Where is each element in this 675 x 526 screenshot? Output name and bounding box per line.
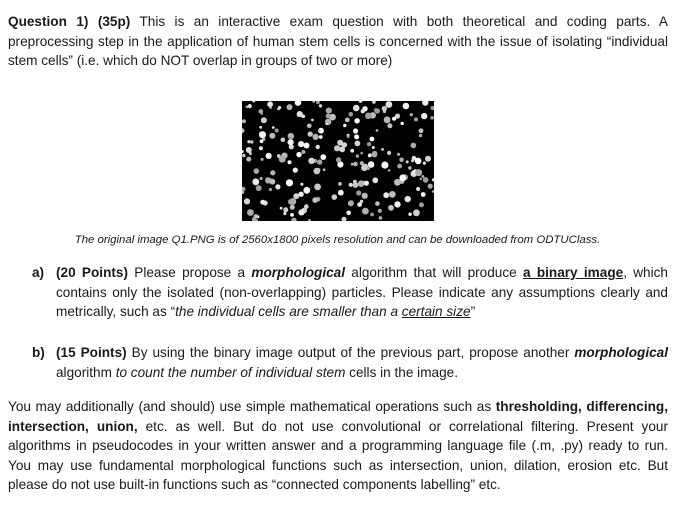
cell-blob xyxy=(278,106,281,109)
cell-blob xyxy=(304,204,309,209)
cell-blob xyxy=(260,177,263,180)
cell-blob xyxy=(430,116,434,120)
cell-blob xyxy=(259,126,262,129)
part-b-label: b) xyxy=(32,345,45,360)
part-a-text xyxy=(56,263,668,322)
cell-blob xyxy=(326,108,332,114)
cell-blob xyxy=(356,190,361,195)
stem-cells-figure xyxy=(242,101,434,221)
cell-blob xyxy=(419,128,424,133)
cell-blob xyxy=(374,108,378,112)
cell-blob xyxy=(290,205,295,210)
cell-blob xyxy=(432,178,434,181)
part-a-text-2: algorithm that will produce xyxy=(345,265,523,280)
cell-blob xyxy=(419,134,422,137)
cell-blob xyxy=(399,158,404,163)
cell-blob xyxy=(283,207,288,212)
stem-cells-image xyxy=(242,101,434,221)
closing-text-2: etc. as well. But do not use convolutional or correlational filtering. Present your algorithms in pseudocodes in your written answer and a programming language file (.m, .py) ready to run. You may use fundamental morphological functions such as intersection, union, dilation, erosion etc. But please do not use built-in functions such as “connected components labelling” etc. xyxy=(8,418,668,493)
cell-blob xyxy=(296,152,301,157)
cell-blob xyxy=(350,149,354,153)
cell-blob xyxy=(319,135,323,139)
cell-blob xyxy=(421,113,427,119)
cell-blob xyxy=(261,117,267,123)
cell-blob xyxy=(359,101,363,103)
cell-blob xyxy=(283,212,286,215)
cell-blob xyxy=(301,150,305,154)
cell-blob xyxy=(372,146,375,149)
cell-blob xyxy=(316,101,320,104)
cell-blob xyxy=(428,184,433,189)
cell-blob xyxy=(288,139,294,145)
cell-blob xyxy=(372,152,377,157)
cell-blob xyxy=(289,136,292,139)
part-a-text-3: , which contains only the isolated (non-overlapping) particles. Please indicate any assumptions clearly and metrically, such as “ xyxy=(56,265,668,320)
cell-blob xyxy=(368,161,375,168)
cell-blob xyxy=(320,154,326,160)
cell-blob xyxy=(351,163,354,166)
cell-blob xyxy=(298,141,304,147)
cell-blob xyxy=(279,156,286,163)
cell-blob xyxy=(416,187,420,191)
part-a xyxy=(32,263,668,322)
cell-blob xyxy=(365,113,372,120)
cell-blob xyxy=(388,205,394,211)
cell-blob xyxy=(311,119,314,122)
part-b-text-3: cells in the image. xyxy=(345,364,458,380)
cell-blob xyxy=(242,119,246,123)
cell-blob xyxy=(370,213,374,217)
cell-blob xyxy=(361,109,365,113)
question-intro-text: This is an interactive exam question with both theoretical and coding parts. A preprocessing step in the application of human stem cells is concerned with the issue of isolating “individual stem cells” (i.e. which do NOT overlap in groups of two or more) xyxy=(8,14,668,69)
cell-blob xyxy=(314,184,321,191)
cell-blob xyxy=(332,194,338,200)
cell-blob xyxy=(338,190,344,196)
cell-blob xyxy=(354,118,359,123)
cell-blob xyxy=(410,113,413,116)
cell-blob xyxy=(300,183,303,186)
cell-blob xyxy=(408,166,411,169)
part-a-example-underlined: certain size xyxy=(401,304,471,320)
cell-blob xyxy=(259,131,266,138)
part-b-emphasis-morphological: morphological xyxy=(574,345,668,360)
cell-blob xyxy=(336,157,341,162)
cell-blob xyxy=(360,200,363,203)
cell-blob xyxy=(267,101,273,107)
part-b-text xyxy=(56,343,668,382)
cell-blob xyxy=(343,124,346,127)
cell-blob xyxy=(394,201,400,207)
cell-blob xyxy=(337,140,343,146)
cell-blob xyxy=(303,187,310,194)
cell-blob xyxy=(360,152,363,155)
cell-blob xyxy=(414,117,418,121)
cell-blob xyxy=(423,177,429,183)
cell-blob xyxy=(254,214,259,219)
cell-blob xyxy=(411,143,417,149)
cell-blob xyxy=(314,168,321,175)
cell-blob xyxy=(387,123,392,128)
cell-blob xyxy=(381,162,388,169)
cell-blob xyxy=(254,168,260,174)
cell-blob xyxy=(368,154,371,157)
cell-blob xyxy=(383,110,386,113)
cell-blob xyxy=(326,114,331,119)
cell-blob xyxy=(261,113,263,115)
cell-blob xyxy=(421,175,424,178)
cell-blob xyxy=(372,101,376,104)
cell-blob xyxy=(353,182,359,188)
cell-blob xyxy=(250,140,253,143)
cell-blob xyxy=(387,151,391,155)
cell-blob xyxy=(275,184,280,189)
cell-blob xyxy=(293,168,298,173)
cell-blob xyxy=(312,197,318,203)
cell-blob xyxy=(423,162,426,165)
cell-blob xyxy=(420,178,422,180)
cell-blob xyxy=(275,129,279,133)
part-b-text-2: algorithm xyxy=(56,364,116,380)
cell-blob xyxy=(316,145,320,149)
cell-blob xyxy=(280,207,283,210)
cell-blob xyxy=(421,192,426,197)
cell-blob xyxy=(415,158,422,165)
cell-blob xyxy=(247,140,250,143)
cell-blob xyxy=(386,101,393,108)
part-a-example: the individual cells are smaller than a xyxy=(175,304,402,320)
cell-blob xyxy=(252,178,259,185)
cell-blob xyxy=(399,174,406,181)
cell-blob xyxy=(406,160,409,163)
cell-blob xyxy=(266,153,272,159)
cell-blob xyxy=(269,106,272,109)
cell-blob xyxy=(356,154,359,157)
cell-blob xyxy=(367,142,371,146)
cell-blob xyxy=(260,139,264,143)
cell-blob xyxy=(360,161,364,165)
cell-blob xyxy=(242,154,245,157)
cell-blob xyxy=(269,133,275,139)
cell-blob xyxy=(392,117,396,121)
cell-blob xyxy=(415,169,422,176)
cell-blob xyxy=(270,170,275,175)
cell-blob xyxy=(419,202,424,207)
image-caption: The original image Q1.PNG is of 2560x1800 pixels resolution and can be downloaded from ODTUClass. xyxy=(74,234,601,246)
cell-blob xyxy=(326,123,328,125)
cell-blob xyxy=(397,153,400,156)
cell-blob xyxy=(375,201,380,206)
cell-blob xyxy=(432,190,434,192)
cell-blob xyxy=(347,135,350,138)
cell-blob xyxy=(346,211,351,216)
closing-text-1: You may additionally (and should) use simple mathematical operations such as xyxy=(8,399,496,414)
cell-blob xyxy=(384,117,391,124)
cell-blob xyxy=(246,157,251,162)
cell-blob xyxy=(242,150,244,153)
cell-blob xyxy=(358,180,365,187)
cell-blob xyxy=(372,177,378,183)
cell-blob xyxy=(312,101,315,103)
cell-blob xyxy=(388,169,390,171)
cell-blob xyxy=(286,179,293,186)
cell-blob xyxy=(338,182,342,186)
cell-blob xyxy=(370,137,375,142)
cell-blob xyxy=(397,164,402,169)
cell-blob xyxy=(345,118,350,123)
cell-blob xyxy=(354,134,359,139)
cell-blob xyxy=(295,101,302,106)
part-b-text-1: By using the binary image output of the previous part, propose another xyxy=(126,345,575,360)
part-b xyxy=(32,343,668,382)
cell-blob xyxy=(294,194,298,198)
cell-blob xyxy=(269,188,272,191)
cell-blob xyxy=(318,130,321,133)
cell-blob xyxy=(308,131,313,136)
cell-blob xyxy=(304,143,310,149)
cell-blob xyxy=(252,101,255,103)
cell-blob xyxy=(244,198,250,204)
cell-blob xyxy=(248,104,252,108)
cell-blob xyxy=(403,103,410,110)
cell-blob xyxy=(355,141,361,147)
question-heading: Question 1) (35p) xyxy=(8,14,131,29)
cell-blob xyxy=(353,105,360,112)
cell-blob xyxy=(242,128,245,133)
cell-blob xyxy=(362,208,369,215)
cell-blob xyxy=(308,158,314,164)
part-b-points: (15 Points) xyxy=(56,345,127,360)
cell-blob xyxy=(353,128,358,133)
cell-blob xyxy=(288,199,294,205)
cell-blob xyxy=(290,213,294,217)
part-a-emphasis-morphological: morphological xyxy=(251,265,346,280)
closing-operations: thresholding, differencing, intersection, union, xyxy=(8,399,669,434)
cell-blob xyxy=(349,183,353,187)
cell-blob xyxy=(288,160,292,164)
cell-blob xyxy=(362,193,368,199)
cell-blob xyxy=(401,122,404,125)
cell-blob xyxy=(259,146,263,150)
cell-blob xyxy=(291,218,296,221)
cell-blob xyxy=(411,159,414,162)
part-a-text-4: ” xyxy=(470,304,476,320)
cell-blob xyxy=(422,101,428,106)
cell-blob xyxy=(342,217,347,221)
part-a-emphasis-binary-image: a binary image xyxy=(522,265,624,280)
cell-blob xyxy=(298,209,304,215)
cell-blob xyxy=(378,209,382,213)
question-intro xyxy=(8,12,668,71)
cell-blob xyxy=(272,126,275,129)
cell-blob xyxy=(313,134,319,140)
cell-blob xyxy=(317,159,322,164)
cell-blob xyxy=(308,219,311,221)
cell-blob xyxy=(281,138,286,143)
cell-blob xyxy=(270,179,276,185)
cell-blob xyxy=(287,104,293,110)
cell-blob xyxy=(261,158,264,161)
part-a-text-1: Please propose a xyxy=(128,265,252,280)
cell-blob xyxy=(246,147,252,153)
cell-blob xyxy=(379,216,383,220)
cell-blob xyxy=(408,213,411,216)
cell-blob xyxy=(297,111,303,117)
cell-blob xyxy=(319,104,322,107)
part-a-points: (20 Points) xyxy=(56,265,128,280)
cell-blob xyxy=(394,179,401,186)
cell-blob xyxy=(246,106,249,109)
cell-blob xyxy=(413,209,420,216)
cell-blob xyxy=(247,209,254,216)
cell-blob xyxy=(364,181,369,186)
cell-blob xyxy=(405,196,411,202)
cell-blob xyxy=(334,145,340,151)
part-b-emphasis-count: to count the number of individual stem xyxy=(115,364,346,380)
cell-blob xyxy=(425,156,431,162)
cell-blob xyxy=(348,200,354,206)
part-a-label: a) xyxy=(32,265,45,280)
cell-blob xyxy=(349,112,354,117)
cell-blob xyxy=(376,129,379,132)
cell-blob xyxy=(367,167,370,170)
cell-blob xyxy=(298,192,303,197)
cell-blob xyxy=(256,185,262,191)
cell-blob xyxy=(353,162,358,167)
cell-blob xyxy=(307,124,312,129)
cell-blob xyxy=(383,192,389,198)
cell-blob xyxy=(323,168,326,171)
cell-blob xyxy=(381,148,384,151)
cell-blob xyxy=(260,200,265,205)
cell-blob xyxy=(431,106,435,110)
cell-blob xyxy=(389,191,396,198)
closing-paragraph xyxy=(8,397,668,495)
